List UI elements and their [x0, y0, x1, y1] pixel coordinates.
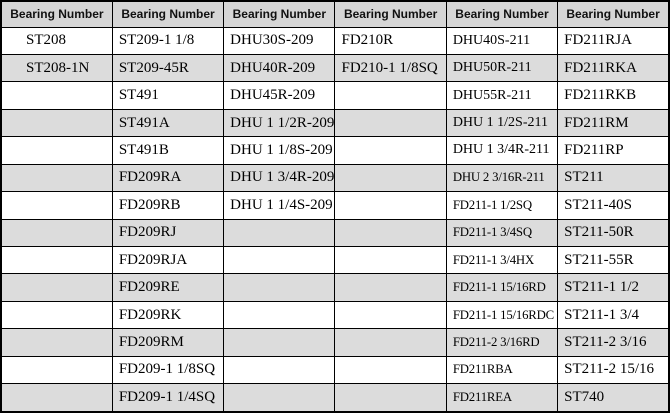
table-cell: ST211-55R	[558, 247, 669, 274]
table-cell	[335, 192, 446, 219]
table-cell: DHU 1 3/4R-209	[224, 164, 335, 191]
table-cell	[224, 219, 335, 246]
table-cell: ST211-1 3/4	[558, 301, 669, 328]
table-cell: FD209RK	[112, 301, 223, 328]
table-cell	[224, 384, 335, 412]
table-cell: FD209RJA	[112, 247, 223, 274]
table-cell	[224, 301, 335, 328]
table-cell	[335, 356, 446, 383]
table-cell	[335, 274, 446, 301]
table-row	[1, 109, 669, 136]
table-cell	[1, 247, 112, 274]
table-cell: FD211-1 15/16RDC	[446, 301, 557, 328]
table-cell: DHU40R-209	[224, 54, 335, 81]
table-cell: DHU55R-211	[446, 82, 557, 109]
table-cell: ST209-1 1/8	[112, 27, 223, 54]
table-cell: ST208	[1, 27, 112, 54]
table-cell: DHU 1 1/2R-209	[224, 109, 335, 136]
table-row	[1, 329, 669, 356]
table-cell	[335, 301, 446, 328]
table-cell	[224, 274, 335, 301]
table-cell: ST211-50R	[558, 219, 669, 246]
table-cell	[1, 356, 112, 383]
table-cell: DHU40S-211	[446, 27, 557, 54]
column-header-6: Bearing Number	[558, 1, 669, 27]
table-cell: ST211-2 3/16	[558, 329, 669, 356]
table-cell: FD210R	[335, 27, 446, 54]
table-row	[1, 301, 669, 328]
table-cell: DHU 1 1/8S-209	[224, 137, 335, 164]
column-header-5: Bearing Number	[446, 1, 557, 27]
table-cell	[1, 137, 112, 164]
table-cell: FD211-1 15/16RD	[446, 274, 557, 301]
table-cell: FD211RKB	[558, 82, 669, 109]
table-row	[1, 274, 669, 301]
table-cell: ST211	[558, 164, 669, 191]
table-cell: DHU 1 1/4S-209	[224, 192, 335, 219]
table-cell	[335, 247, 446, 274]
table-cell: FD209RE	[112, 274, 223, 301]
table-cell: ST491A	[112, 109, 223, 136]
table-cell: FD211RM	[558, 109, 669, 136]
table-cell: ST211-1 1/2	[558, 274, 669, 301]
table-cell	[1, 384, 112, 412]
table-cell: FD211-1 3/4HX	[446, 247, 557, 274]
table-cell	[224, 329, 335, 356]
table-cell: ST211-2 15/16	[558, 356, 669, 383]
table-cell	[1, 192, 112, 219]
column-header-3: Bearing Number	[224, 1, 335, 27]
table-cell: FD209RB	[112, 192, 223, 219]
table-cell	[1, 82, 112, 109]
table-header-row	[1, 1, 669, 27]
table-cell	[335, 329, 446, 356]
column-header-1: Bearing Number	[1, 1, 112, 27]
table-cell	[1, 301, 112, 328]
table-row	[1, 54, 669, 81]
table-cell	[335, 82, 446, 109]
table-cell	[224, 247, 335, 274]
table-cell: ST491B	[112, 137, 223, 164]
table-cell: FD211RKA	[558, 54, 669, 81]
table-cell: FD211-2 3/16RD	[446, 329, 557, 356]
table-cell	[1, 164, 112, 191]
table-row	[1, 164, 669, 191]
table-cell	[1, 274, 112, 301]
table-cell	[335, 219, 446, 246]
table-cell: FD209-1 1/8SQ	[112, 356, 223, 383]
table-cell: FD211RBA	[446, 356, 557, 383]
table-cell: FD209-1 1/4SQ	[112, 384, 223, 412]
table-row	[1, 82, 669, 109]
table-cell: DHU 2 3/16R-211	[446, 164, 557, 191]
table-cell	[1, 219, 112, 246]
table-row	[1, 192, 669, 219]
column-header-4: Bearing Number	[335, 1, 446, 27]
table-cell	[335, 109, 446, 136]
table-cell: DHU50R-211	[446, 54, 557, 81]
table-cell: FD209RA	[112, 164, 223, 191]
table-cell: FD211RP	[558, 137, 669, 164]
table-body	[1, 27, 669, 412]
table-cell: FD209RM	[112, 329, 223, 356]
table-cell: ST491	[112, 82, 223, 109]
table-cell: DHU 1 1/2S-211	[446, 109, 557, 136]
table-cell: FD211-1 1/2SQ	[446, 192, 557, 219]
table-cell: DHU30S-209	[224, 27, 335, 54]
table-cell	[335, 384, 446, 412]
table-cell	[1, 329, 112, 356]
table-row	[1, 247, 669, 274]
table-cell	[335, 137, 446, 164]
table-cell: ST209-45R	[112, 54, 223, 81]
table-cell: ST211-40S	[558, 192, 669, 219]
table-cell: FD211REA	[446, 384, 557, 412]
table-cell: FD209RJ	[112, 219, 223, 246]
table-cell	[1, 109, 112, 136]
table-cell: FD210-1 1/8SQ	[335, 54, 446, 81]
table-cell: ST208-1N	[1, 54, 112, 81]
table-cell: FD211RJA	[558, 27, 669, 54]
table-cell: FD211-1 3/4SQ	[446, 219, 557, 246]
column-header-2: Bearing Number	[112, 1, 223, 27]
table-cell	[335, 164, 446, 191]
table-row	[1, 356, 669, 383]
table-cell: DHU 1 3/4R-211	[446, 137, 557, 164]
table-row	[1, 219, 669, 246]
table-row	[1, 137, 669, 164]
table-cell: ST740	[558, 384, 669, 412]
table-cell	[224, 356, 335, 383]
table-row	[1, 27, 669, 54]
table-cell: DHU45R-209	[224, 82, 335, 109]
table-row	[1, 384, 669, 412]
